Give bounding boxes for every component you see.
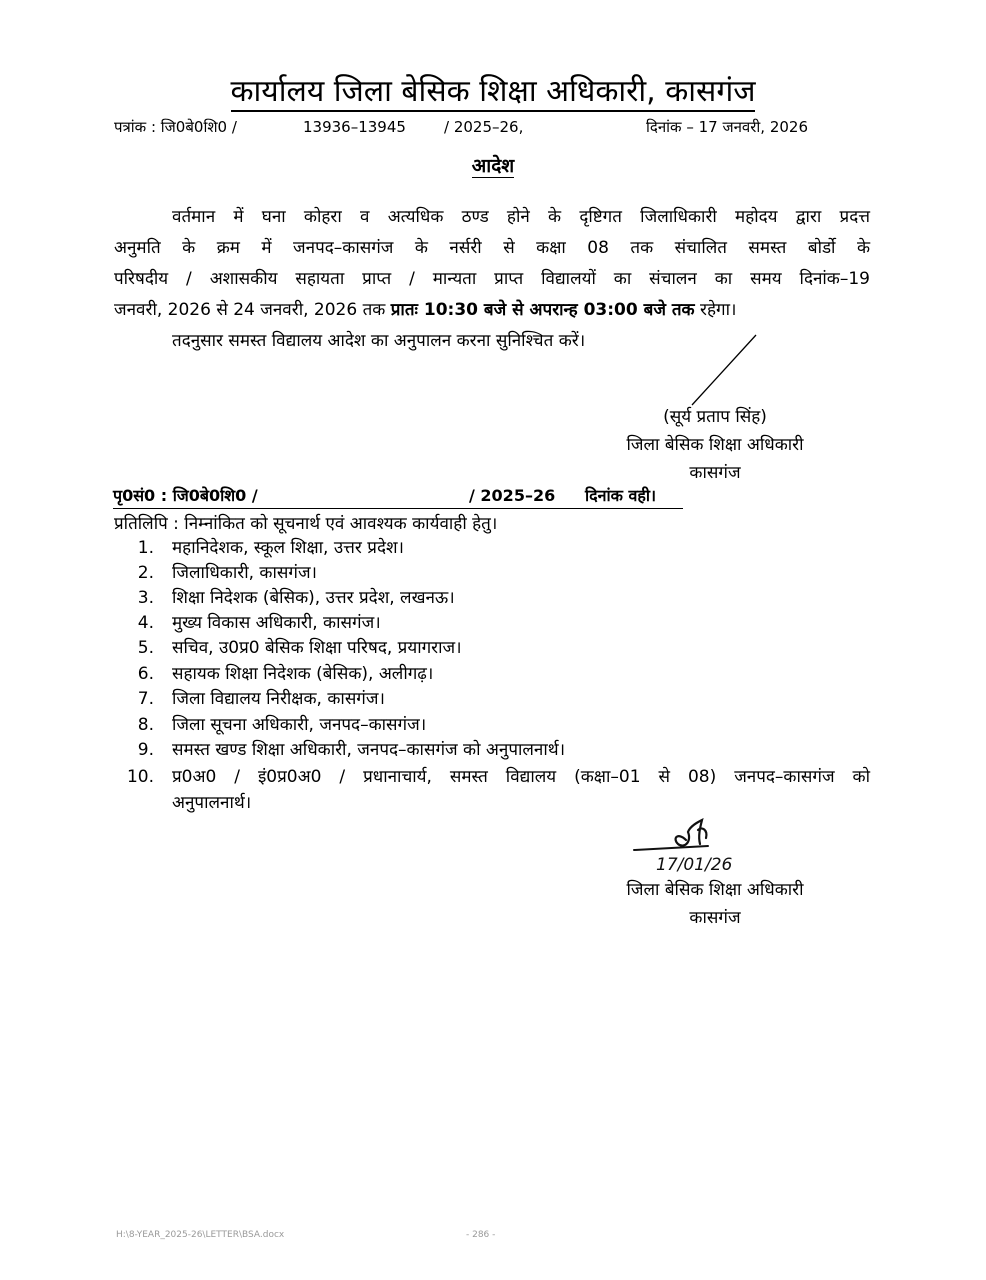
- copy-ref-date: दिनांक वही।: [585, 486, 657, 505]
- list-item-continuation: अनुपालनार्थ।: [172, 793, 252, 813]
- signatory-designation-2: जिला बेसिक शिक्षा अधिकारी: [626, 880, 804, 900]
- signatory-place-2: कासगंज: [689, 908, 741, 928]
- order-line-4: जनवरी, 2026 से 24 जनवरी, 2026 तक प्रातः 10:30 बजे से अपरान्ह 03:00 बजे तक रहेगा।: [114, 300, 737, 320]
- signatory-block-2: [580, 876, 850, 932]
- list-item: 2. जिलाधिकारी, कासगंज।: [137, 563, 318, 583]
- letter-ref-year: / 2025–26,: [444, 118, 524, 136]
- list-item: 7. जिला विद्यालय निरीक्षक, कासगंज।: [137, 689, 385, 709]
- timing-text: प्रातः 10:30 बजे से अपरान्ह 03:00 बजे तक: [390, 300, 695, 320]
- page-number: - 286 -: [466, 1230, 496, 1240]
- handwritten-date: 17/01/26: [656, 855, 733, 875]
- list-item: 5. सचिव, उ0प्र0 बेसिक शिक्षा परिषद, प्रयागराज।: [137, 638, 462, 658]
- copy-ref-line: [113, 484, 683, 509]
- copy-ref-prefix: पृ0सं0 : जि0बे0शि0 /: [113, 486, 258, 505]
- list-item: 10. प्र0अ0 / इं0प्र0अ0 / प्रधानाचार्य, समस्त विद्यालय (कक्षा–01 से 08) जनपद–कासगंज को: [126, 767, 870, 787]
- signatory-place: कासगंज: [689, 463, 741, 483]
- list-item: 8. जिला सूचना अधिकारी, जनपद–कासगंज।: [137, 715, 427, 735]
- compliance-line: तदनुसार समस्त विद्यालय आदेश का अनुपालन करना सुनिश्चित करें।: [172, 331, 586, 351]
- signatory-designation: जिला बेसिक शिक्षा अधिकारी: [626, 435, 804, 455]
- letter-ref-prefix: पत्रांक : जि0बे0शि0 /: [114, 118, 237, 136]
- list-item: 9. समस्त खण्ड शिक्षा अधिकारी, जनपद–कासगंज को अनुपालनार्थ।: [137, 740, 566, 760]
- list-item: 1. महानिदेशक, स्कूल शिक्षा, उत्तर प्रदेश।: [137, 538, 404, 558]
- letter-date: दिनांक – 17 जनवरी, 2026: [646, 118, 808, 136]
- order-line-3: परिषदीय / अशासकीय सहायता प्राप्त / मान्यता प्राप्त विद्यालयों का संचालन का समय दिनांक–19: [114, 269, 870, 289]
- signatory-name: (सूर्य प्रताप सिंह): [663, 407, 767, 427]
- file-path-footer: H:\8-YEAR_2025-26\LETTER\BSA.docx: [116, 1230, 285, 1240]
- signatory-block: [580, 403, 850, 487]
- letter-ref-number: 13936–13945: [303, 118, 406, 136]
- handwritten-signature-icon: [628, 816, 768, 878]
- list-item: 4. मुख्य विकास अधिकारी, कासगंज।: [137, 613, 381, 633]
- order-line-2: अनुमति के क्रम में जनपद–कासगंज के नर्सरी से कक्षा 08 तक संचालित समस्त बोर्डो के: [114, 238, 870, 258]
- list-item: 3. शिक्षा निदेशक (बेसिक), उत्तर प्रदेश, लखनऊ।: [137, 588, 455, 608]
- copy-ref-year: / 2025–26: [469, 486, 556, 505]
- office-title: कार्यालय जिला बेसिक शिक्षा अधिकारी, कासगंज: [0, 72, 986, 112]
- signature-stroke: [688, 333, 760, 407]
- order-line-1: वर्तमान में घना कोहरा व अत्यधिक ठण्ड होने के दृष्टिगत जिलाधिकारी महोदय द्वारा प्रदत्त: [172, 207, 870, 227]
- copy-intro: प्रतिलिपि : निम्नांकित को सूचनार्थ एवं आवश्यक कार्यवाही हेतु।: [114, 514, 498, 534]
- list-item: 6. सहायक शिक्षा निदेशक (बेसिक), अलीगढ़।: [137, 664, 434, 684]
- order-heading: आदेश: [471, 155, 515, 177]
